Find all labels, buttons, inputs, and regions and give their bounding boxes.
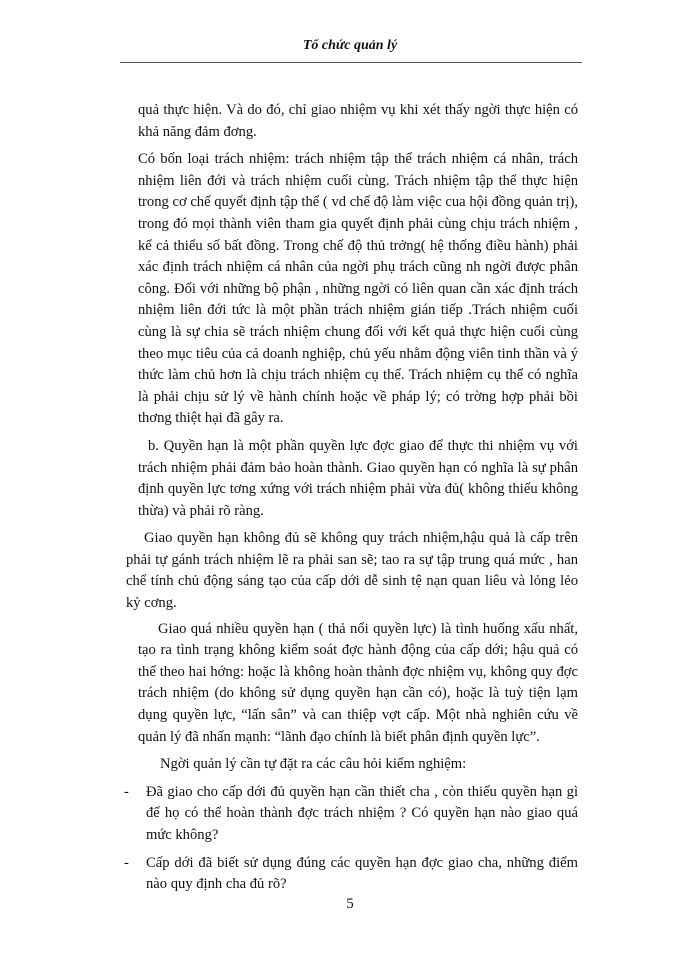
paragraph-excessive-authority: Giao quá nhiều quyền hạn ( thả nổi quyền lực) là tình huống xấu nhất, tạo ra tình trạng không kiểm soát đợc hành động của cấp dới; hậu quả có thể theo hai hớng: hoặc là không hoàn thành đợc nhiệm vụ, không quy đợc trách nhiệm (do không sử dụng quyền hạn cần có), hoặc là tuỳ tiện lạm dụng quyền lực, “lấn sân” và can thiệp vợt cấp. Một nhà nghiên cứu về quản lý đã nhấn mạnh: “lãnh đạo chính là biết phân định quyền lực”. bbox=[138, 620, 578, 745]
page-header-title: Tổ chức quản lý bbox=[302, 38, 398, 53]
bullet-dash: - bbox=[124, 783, 129, 800]
bullet-dash: - bbox=[124, 854, 129, 871]
paragraph-insufficient-authority: Giao quyền hạn không đủ sẽ không quy trách nhiệm,hậu quả là cấp trên phải tự gánh trách nhiệm lẽ ra phải san sẽ; tao ra sự tập trung quá mức , han chế tính chủ động sáng tạo của cấp dới dễ sinh tệ nạn quan liêu và lỏng lẻo kỷ cơng. bbox=[126, 530, 578, 612]
header-divider bbox=[120, 62, 582, 63]
paragraph-checklist-intro: Ngời quản lý cần tự đặt ra các câu hỏi kiểm nghiệm: bbox=[160, 756, 467, 773]
list-item-text: Đã giao cho cấp dới đủ quyền hạn cần thiết cha , còn thiếu quyền hạn gì để họ có thể hoàn thành đợc trách nhiệm ? Có quyền hạn nào giao quá mức không? bbox=[146, 783, 578, 843]
document-body bbox=[124, 100, 578, 902]
list-item bbox=[124, 853, 578, 896]
paragraph-responsibility-types: Có bốn loại trách nhiệm: trách nhiệm tập thể trách nhiệm cá nhân, trách nhiệm liên đới và trách nhiệm cuối cùng. Trách nhiệm tập thể thực hiện trong cơ chế quyết định tập thể ( vd chế độ làm việc cua hội đồng quản trị), trong đó mọi thành viên tham gia quyết định phải cùng chịu trách nhiệm , kể cả thiểu số bất đồng. Trong chế độ thủ trởng( hệ thống điều hành) phải xác định trách nhiệm cá nhân của ngời phụ trách cũng nh ngời được phân công. Đối với những bộ phận , những ngời có liên quan cần xác định trách nhiệm liên đới tức là một phần trách nhiệm gián tiếp .Trách nhiệm cuối cùng là sự chia sẽ trách nhiệm chung đối với kết quả thực hiện cuối cùng theo mục tiêu của cả doanh nghiệp, chủ yếu nhằm động viên tinh thần và ý thức làm chủ hơn là chịu trách nhiệm cụ thể. Trách nhiệm cụ thể có nghĩa là phải chịu sử lý về hành chính hoặc về pháp lý; có trờng hợp phải bồi thơng thiệt hại đã gây ra. bbox=[138, 151, 578, 427]
paragraph-authority-definition: b. Quyền hạn là một phần quyền lực đợc giao để thực thi nhiệm vụ với trách nhiệm phải đảm bảo hoàn thành. Giao quyền hạn có nghĩa là sự phân định quyền lực tơng xứng với trách nhiệm phải vừa đủ( không thiếu không thừa) và phải rõ ràng. bbox=[138, 437, 578, 519]
paragraph-1: quả thực hiện. Và do đó, chỉ giao nhiệm vụ khi xét thấy ngời thực hiện có khả năng đảm đơng. bbox=[138, 102, 578, 140]
page-number: 5 bbox=[346, 896, 354, 912]
list-item-text: Cấp dới đã biết sử dụng đúng các quyền hạn đợc giao cha, những điểm nào quy định cha đủ rõ? bbox=[146, 854, 578, 893]
list-item bbox=[124, 782, 578, 847]
